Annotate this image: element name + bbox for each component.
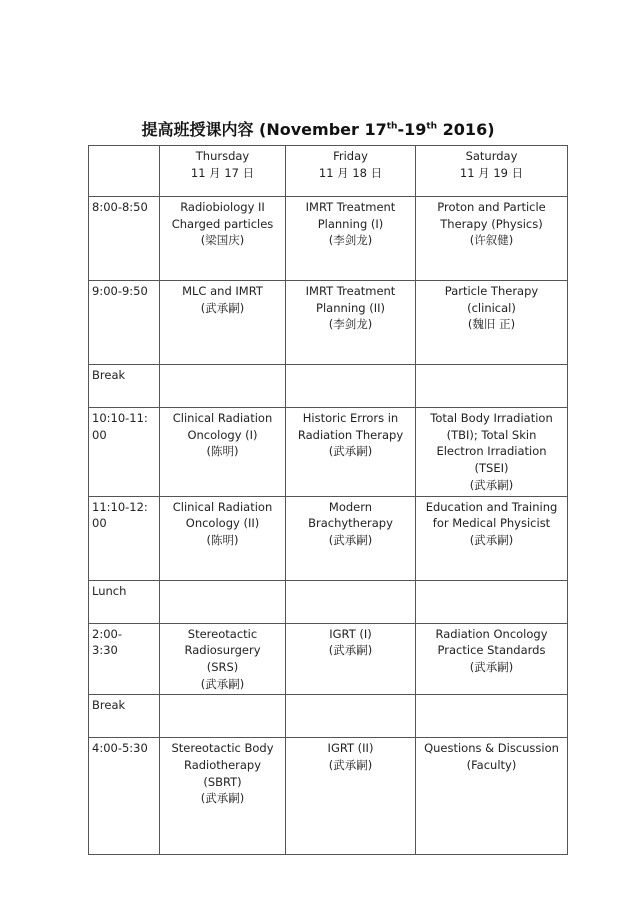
schedule-row [89,281,568,365]
schedule-row [89,408,568,497]
time-label: 10:10-11: [92,411,148,425]
session-text: Oncology (II) [185,516,260,531]
session-text: Proton and Particle [437,200,546,214]
session-text: IMRT Treatment [305,284,396,298]
title-superscript-end: th [426,121,438,132]
session-text: MLC and IMRT [182,284,263,298]
session-text: IGRT (II) [327,741,374,756]
session-text: Radiotherapy [183,758,262,773]
session-text: Radiobiology II [180,200,265,214]
session-text: IGRT (I) [329,626,372,641]
session-cell [160,408,286,497]
time-label: 00 [92,516,107,531]
session-text: (TSEI) [474,461,509,476]
header-cell-friday [286,146,416,197]
session-text: (武承嗣) [469,477,514,492]
session-text: (TBI); Total Skin [446,427,537,442]
time-label: 00 [92,427,107,442]
time-label: Lunch [92,583,127,598]
session-cell [416,365,568,408]
session-text: Oncology (I) [187,427,258,442]
time-cell [89,695,160,738]
session-cell [286,197,416,281]
session-text: Planning (II) [316,300,385,315]
time-cell [89,738,160,855]
session-cell [160,738,286,855]
schedule-row [89,623,568,695]
session-cell [160,365,286,408]
session-cell [416,580,568,623]
session-cell [160,281,286,365]
time-cell [89,408,160,497]
session-text: Clinical Radiation [172,411,273,425]
time-label: Break [92,368,126,382]
schedule-row [89,580,568,623]
session-cell [286,365,416,408]
session-cell [416,197,568,281]
session-text: (武承嗣) [328,758,373,773]
schedule-table [88,145,568,855]
date-label: 11 月 19 日 [459,165,524,180]
schedule-row [89,738,568,855]
session-cell [160,623,286,695]
session-cell [286,695,416,738]
time-label: 2:00- [92,626,122,641]
time-cell [89,623,160,695]
session-text: (陈明) [206,444,239,459]
header-cell-saturday [416,146,568,197]
session-cell [286,281,416,365]
session-text: (武承嗣) [328,643,373,658]
session-text: (武承嗣) [200,676,245,691]
session-text: Electron Irradiation [436,444,547,459]
session-text: Stereotactic [187,626,258,641]
session-cell [416,738,568,855]
session-text: (魏旧 正) [467,317,516,332]
session-text: (Faculty) [466,758,517,773]
session-text: (许叙健) [469,233,514,248]
session-cell [286,623,416,695]
session-text: (李剑龙) [328,317,373,332]
session-text: Radiation Oncology [435,626,548,641]
session-cell [160,496,286,580]
title-year: 2016) [437,120,495,139]
session-text: (武承嗣) [328,532,373,547]
session-text: for Medical Physicist [432,516,551,531]
session-cell [416,496,568,580]
time-label: 3:30 [92,643,118,658]
time-label: 9:00-9:50 [92,284,148,298]
day-label: Friday [333,149,368,163]
document-title [0,117,636,140]
session-text: Particle Therapy [444,284,539,298]
session-cell [160,197,286,281]
time-label: Break [92,698,126,713]
session-text: (SRS) [206,659,239,674]
date-label: 11 月 18 日 [318,165,383,180]
session-text: Clinical Radiation [172,499,273,514]
schedule-row [89,695,568,738]
session-text: Historic Errors in [302,411,399,425]
date-label: 11 月 17 日 [190,165,255,180]
time-cell [89,197,160,281]
header-row [89,146,568,197]
session-text: Charged particles [171,216,274,231]
time-cell [89,580,160,623]
schedule-row [89,496,568,580]
session-text: Radiation Therapy [297,427,404,442]
session-text: (clinical) [467,300,516,315]
schedule-row [89,197,568,281]
header-corner-cell [89,146,160,197]
session-text: Education and Training [425,499,558,514]
title-superscript-start: th [386,121,398,132]
session-text: Practice Standards [437,643,546,658]
session-cell [286,496,416,580]
session-cell [160,695,286,738]
session-text: (李剑龙) [328,233,373,248]
session-cell [416,281,568,365]
time-label: 8:00-8:50 [92,200,148,214]
session-cell [286,738,416,855]
session-cell [286,408,416,497]
title-range: -19 [397,120,427,139]
session-text: Planning (I) [317,216,384,231]
session-text: (武承嗣) [469,659,514,674]
session-text: (武承嗣) [328,444,373,459]
session-text: Therapy (Physics) [440,216,543,231]
schedule-row [89,365,568,408]
day-label: Saturday [465,149,518,163]
session-text: (武承嗣) [200,300,245,315]
session-text: Radiosurgery [184,643,261,658]
session-text: (武承嗣) [200,791,245,806]
session-text: (陈明) [206,532,239,547]
session-text: Total Body Irradiation [430,411,553,425]
session-cell [160,580,286,623]
session-cell [416,623,568,695]
day-label: Thursday [195,149,250,163]
session-cell [416,695,568,738]
time-cell [89,281,160,365]
session-text: Brachytherapy [308,516,393,531]
session-cell [286,580,416,623]
title-text: 提高班授课内容 (November 17 [141,120,387,139]
time-label: 4:00-5:30 [92,741,148,756]
session-text: (SBRT) [203,774,242,789]
session-text: Stereotactic Body [171,741,274,756]
session-cell [416,408,568,497]
session-text: Modern [328,499,373,514]
time-cell [89,365,160,408]
session-text: (梁国庆) [200,233,245,248]
time-label: 11:10-12: [92,499,148,514]
session-text: (武承嗣) [469,532,514,547]
session-text: Questions & Discussion [424,741,559,756]
session-text: IMRT Treatment [305,200,396,214]
header-cell-thursday [160,146,286,197]
time-cell [89,496,160,580]
